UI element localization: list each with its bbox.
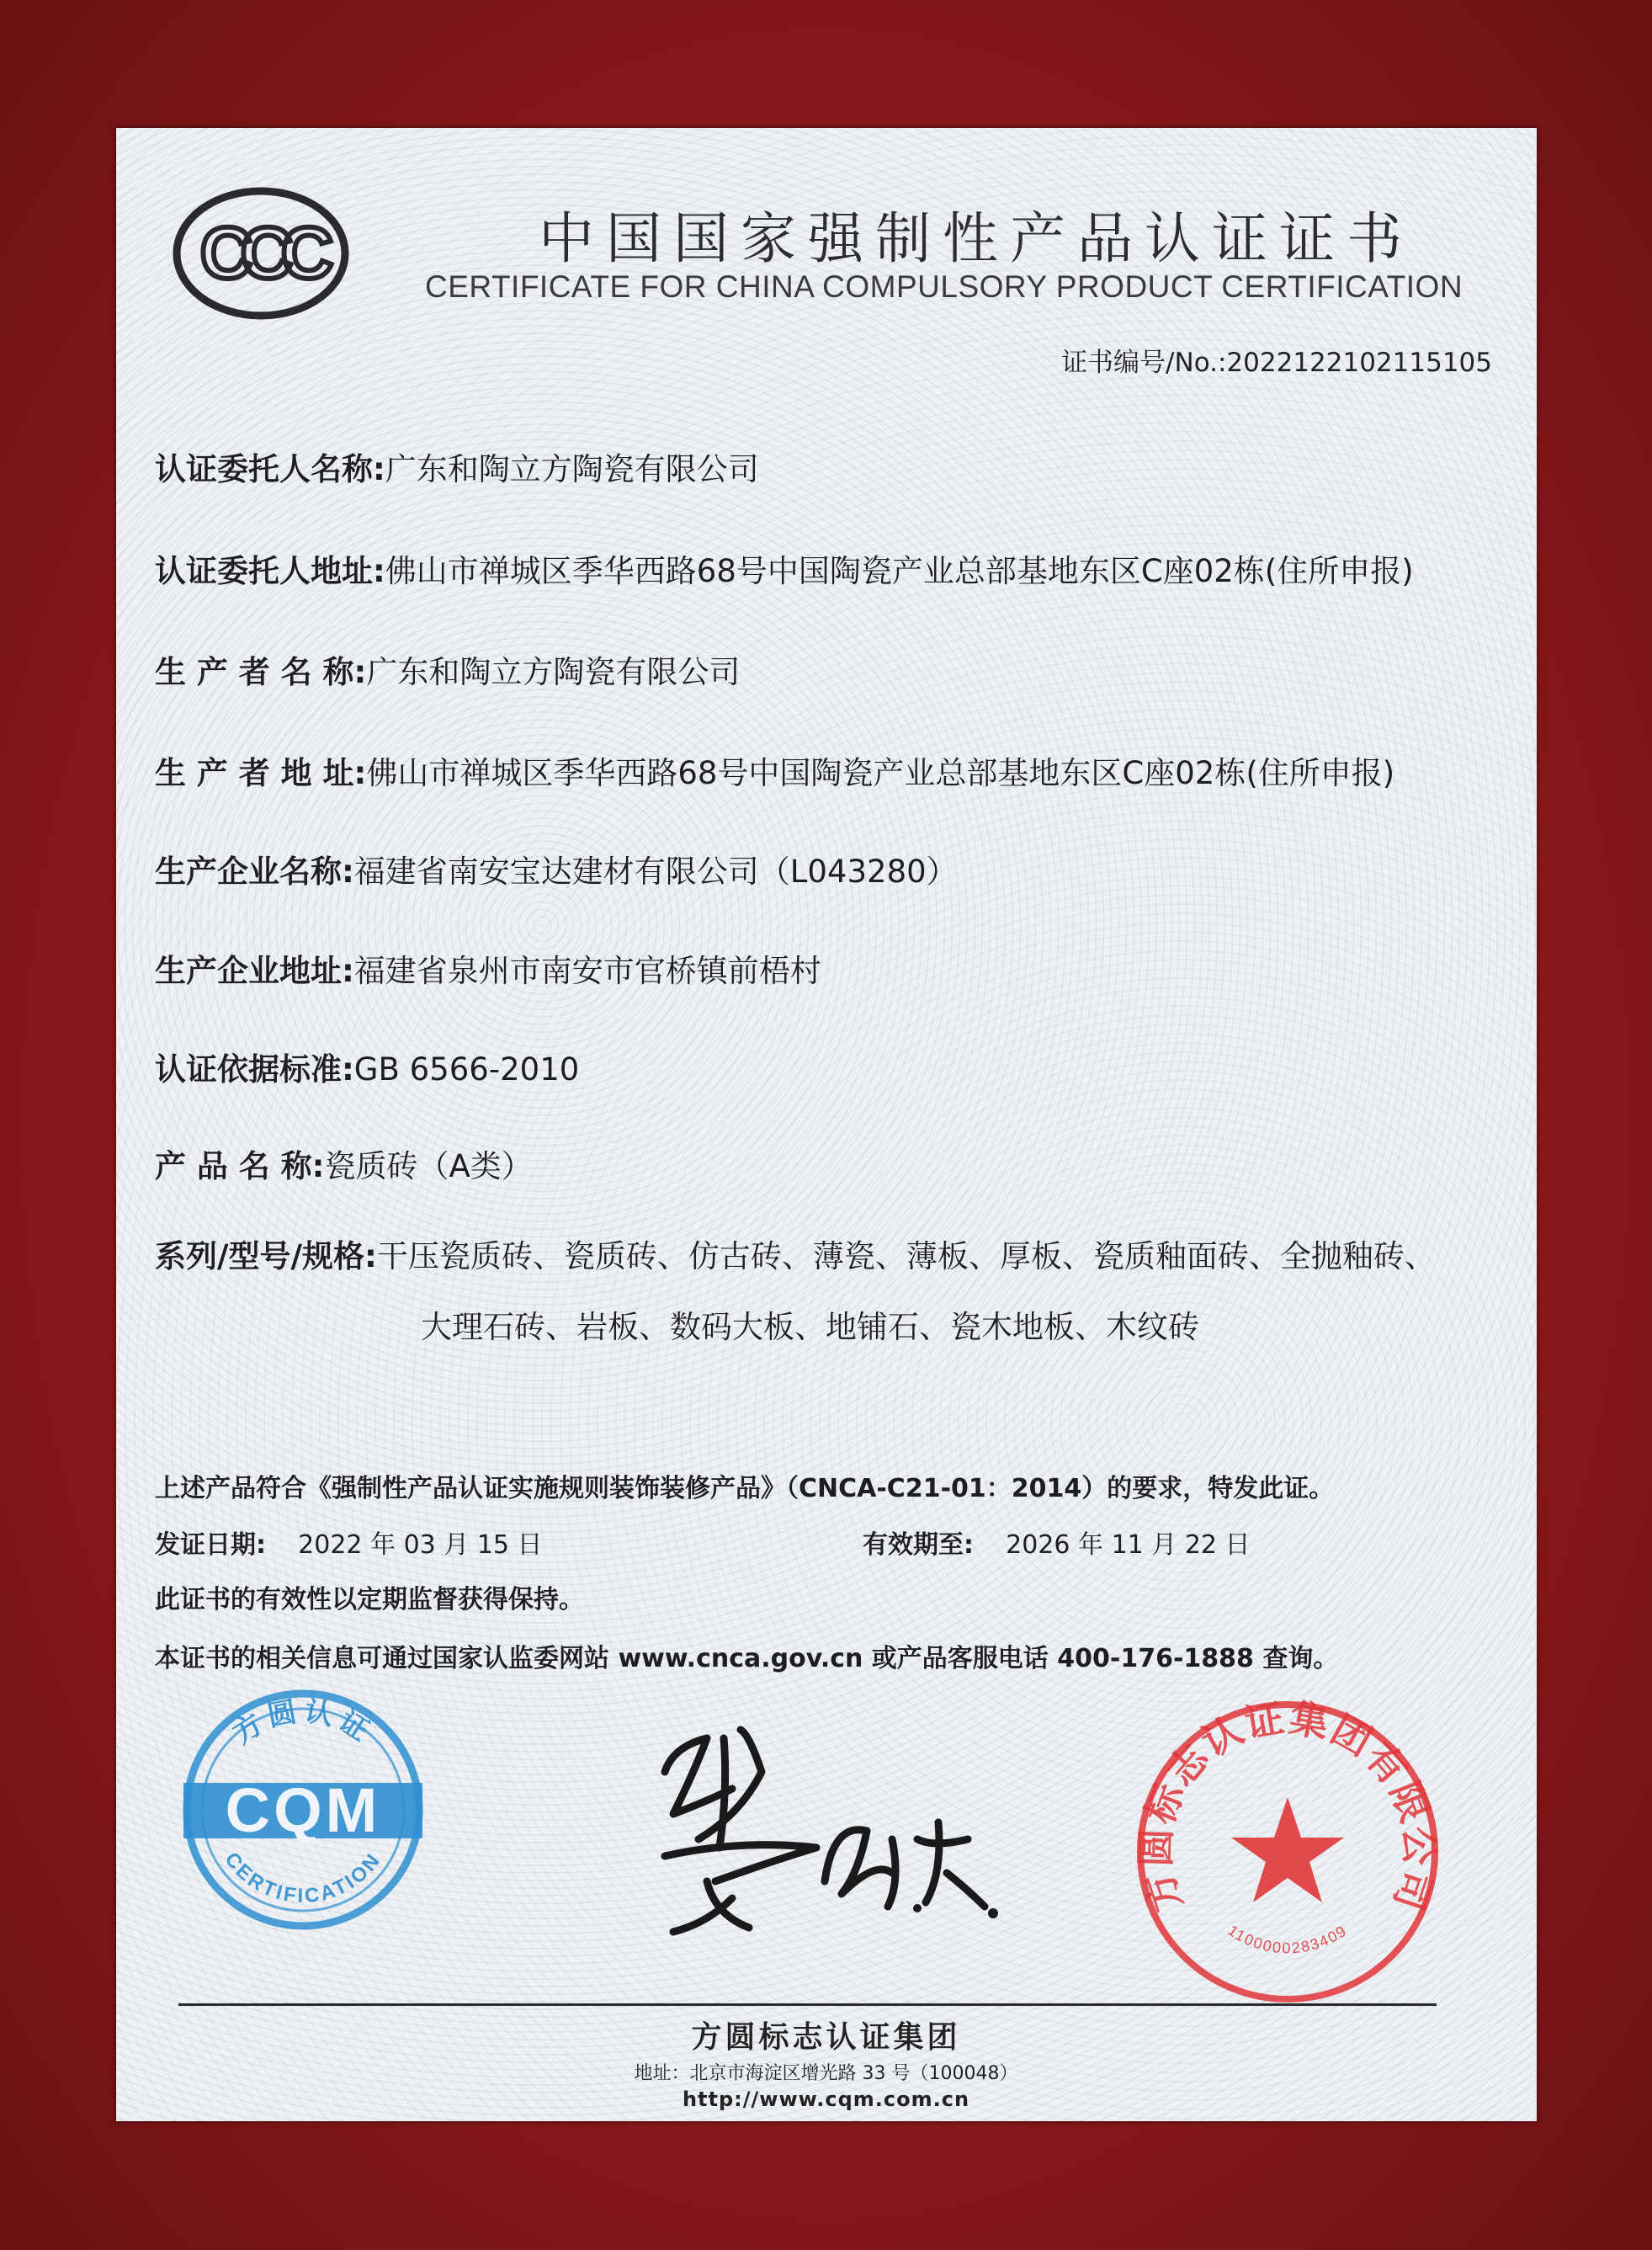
- field-label: 产 品 名 称: [155, 1148, 312, 1184]
- footer-organization: 方圆标志认证集团: [691, 2020, 961, 2055]
- ccc-logo-text: CCC: [199, 213, 322, 294]
- footer-divider: [178, 2003, 1437, 2006]
- field-factory-address: 生产企业地址:福建省泉州市南安市官桥镇前梧村: [155, 953, 821, 989]
- cqm-certification-seal: [177, 1684, 429, 1936]
- field-value: 佛山市禅城区季华西路68号中国陶瓷产业总部基地东区C座02栋(住所申报): [385, 553, 1414, 589]
- issue-date-value: 2022 年 03 月 15 日: [298, 1530, 543, 1560]
- field-label: 认证依据标准: [155, 1051, 342, 1088]
- field-label: 认证委托人地址: [155, 553, 373, 589]
- field-label: 生 产 者 地 址: [155, 755, 354, 791]
- field-value: GB 6566-2010: [353, 1051, 580, 1088]
- field-label: 生产企业名称: [155, 854, 342, 890]
- signature-image: [614, 1713, 1010, 1940]
- field-applicant-address: 认证委托人地址:佛山市禅城区季华西路68号中国陶瓷产业总部基地东区C座02栋(住所申报): [155, 553, 1414, 589]
- field-value: 广东和陶立方陶瓷有限公司: [385, 451, 759, 487]
- conformity-statement: 上述产品符合《强制性产品认证实施规则装饰装修产品》（CNCA-C21-01：2014）的要求，特发此证。: [155, 1474, 1335, 1503]
- field-series-model: 系列/型号/规格:干压瓷质砖、瓷质砖、仿古砖、薄瓷、薄板、厚板、瓷质釉面砖、全抛釉砖、: [155, 1238, 1436, 1274]
- field-value: 福建省泉州市南安市官桥镇前梧村: [353, 953, 821, 989]
- field-value: 福建省南安宝达建材有限公司（L043280）: [353, 854, 958, 890]
- title-cn: 中国国家强制性产品认证证书: [539, 206, 1414, 271]
- field-applicant-name: 认证委托人名称:广东和陶立方陶瓷有限公司: [155, 451, 759, 487]
- field-value: 佛山市禅城区季华西路68号中国陶瓷产业总部基地东区C座02栋(住所申报): [366, 755, 1395, 791]
- expiry-date: [863, 1524, 1251, 1561]
- expiry-date-label: 有效期至:: [863, 1530, 974, 1560]
- field-value: 瓷质砖（A类）: [324, 1148, 533, 1184]
- ccc-logo-icon: [173, 187, 349, 320]
- issue-date-label: 发证日期:: [155, 1530, 266, 1560]
- field-standard: 认证依据标准:GB 6566-2010: [155, 1051, 580, 1088]
- field-value: 干压瓷质砖、瓷质砖、仿古砖、薄瓷、薄板、厚板、瓷质釉面砖、全抛釉砖、: [376, 1238, 1436, 1274]
- field-value: 广东和陶立方陶瓷有限公司: [366, 654, 741, 690]
- footer-url: http://www.cqm.com.cn: [682, 2088, 970, 2111]
- field-manufacturer-name: 生 产 者 名 称:广东和陶立方陶瓷有限公司: [155, 654, 741, 690]
- field-label: 认证委托人名称: [155, 451, 373, 487]
- cert-no-value: 2022122102115105: [1226, 348, 1492, 378]
- cqm-bottom-text: CERTIFICATION: [220, 1848, 386, 1908]
- inquiry-note: 本证书的相关信息可通过国家认监委网站 www.cnca.gov.cn 或产品客服电话 400-176-1888 查询。: [155, 1644, 1339, 1673]
- cqm-top-text: 方圆认证: [226, 1694, 380, 1752]
- field-product-name: 产 品 名 称:瓷质砖（A类）: [155, 1148, 533, 1184]
- cert-no-label: 证书编号/No.:: [1061, 348, 1227, 378]
- field-label: 生 产 者 名 称: [155, 654, 354, 690]
- certificate-number: [1061, 341, 1492, 379]
- star-icon: [1231, 1797, 1344, 1902]
- validity-note: 此证书的有效性以定期监督获得保持。: [155, 1585, 584, 1614]
- svg-text:CERTIFICATION: [220, 1848, 385, 1908]
- field-label: 系列/型号/规格: [155, 1238, 365, 1274]
- field-label: 生产企业地址: [155, 953, 342, 989]
- red-seal-number: 1100000283409: [1224, 1921, 1351, 1957]
- spec-continuation: 大理石砖、岩板、数码大板、地铺石、瓷木地板、木纹砖: [421, 1309, 1199, 1345]
- red-seal-text: 方圆标志认证集团有限公司: [1133, 1696, 1442, 1918]
- title-en: CERTIFICATE FOR CHINA COMPULSORY PRODUCT CERTIFICATION: [425, 269, 1463, 304]
- expiry-date-value: 2026 年 11 月 22 日: [1006, 1530, 1251, 1560]
- cqm-main-text: CQM: [225, 1775, 381, 1845]
- svg-text:1100000283409: [1224, 1922, 1350, 1956]
- field-manufacturer-address: 生 产 者 地 址:佛山市禅城区季华西路68号中国陶瓷产业总部基地东区C座02栋(住所申报): [155, 755, 1395, 791]
- field-factory-name: 生产企业名称:福建省南安宝达建材有限公司（L043280）: [155, 854, 958, 890]
- official-red-seal: [1132, 1696, 1443, 2008]
- footer-address: 地址：北京市海淀区增光路 33 号（100048）: [634, 2063, 1018, 2084]
- issue-date: [155, 1524, 543, 1561]
